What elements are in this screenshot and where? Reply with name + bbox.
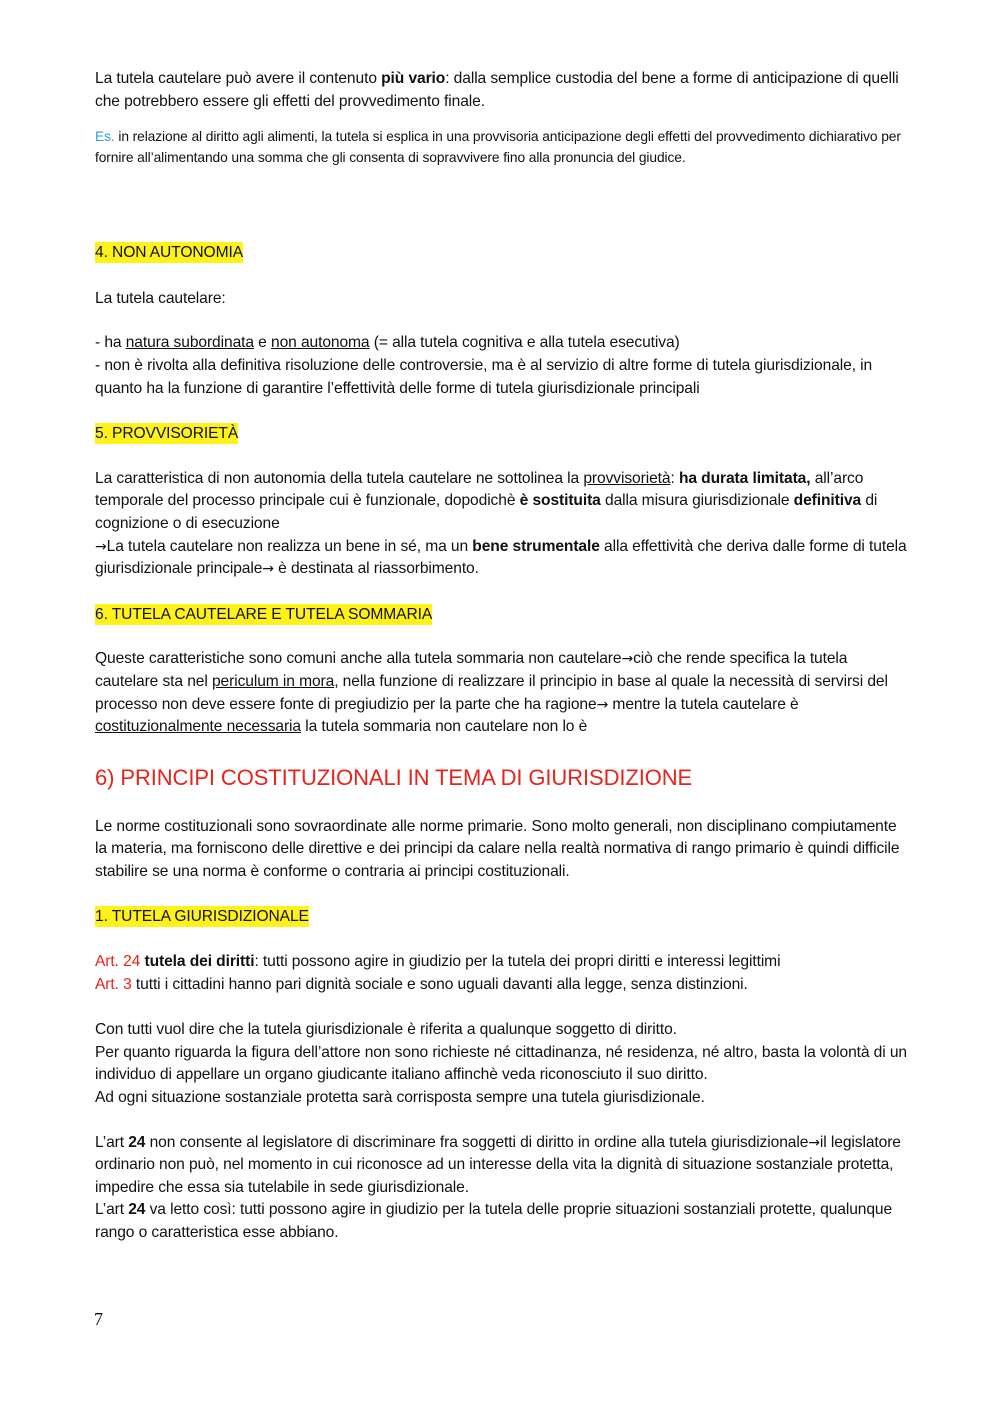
bold-text: definitiva xyxy=(793,492,862,510)
underlined-text: costituzionalmente necessaria xyxy=(95,718,301,736)
text: , nella funzione di realizzare il principio in base al quale la necessità di servirsi del processo non deve essere fonte di pregiudizio per la parte che ha ragione xyxy=(95,672,888,713)
highlighted-heading: 5. PROVVISORIETÀ xyxy=(95,425,239,443)
provvisorieta-paragraph-2 xyxy=(95,536,910,581)
text: L’art xyxy=(95,1201,129,1219)
highlighted-heading: 4. NON AUTONOMIA xyxy=(95,244,244,262)
bold-text: è sostituita xyxy=(519,492,601,510)
paragraph-line: Con tutti vuol dire che la tutela giurisdizionale è riferita a qualunque soggetto di diritto. xyxy=(95,1021,677,1039)
text: : tutti possono agire in giudizio per la tutela dei propri diritti e interessi legittimi xyxy=(254,953,781,971)
bold-text: più vario xyxy=(381,70,446,87)
intro-paragraph xyxy=(95,68,910,113)
text: ciò che rende specifica la tutela cautelare sta nel xyxy=(95,650,848,690)
text: L’art xyxy=(95,1133,129,1151)
list-item xyxy=(95,332,910,355)
highlighted-heading: 1. TUTELA GIURISDIZIONALE xyxy=(95,908,309,926)
underlined-text: periculum in mora xyxy=(211,672,335,690)
page-content xyxy=(95,68,910,1245)
paragraph-line: Ad ogni situazione sostanziale protetta sarà corrisposta sempre una tutela giurisdizionale. xyxy=(95,1089,705,1107)
section-heading-tutela-giurisdizionale xyxy=(95,906,910,929)
art-24-paragraph xyxy=(95,1132,910,1200)
bold-text: 24 xyxy=(128,1133,146,1151)
text: (= alla tutela cognitiva e alla tutela esecutiva) xyxy=(369,334,680,352)
text: alla effettività che deriva dalle forme di tutela giurisdizionale principale xyxy=(95,537,907,578)
provvisorieta-paragraph xyxy=(95,468,910,536)
bold-text: ha durata limitata, xyxy=(678,469,811,487)
paragraph-line: Per quanto riguarda la figura dell’attore non sono richieste né cittadinanza, né residenza, né altro, basta la volontà di un individuo di appellare un organo giudicante italiano affinchè veda riconosciuto il suo diritto. xyxy=(95,1043,907,1084)
text: la tutela sommaria non cautelare non lo è xyxy=(301,718,588,736)
text: all’arco temporale del processo principale cui è funzionale, dopodichè xyxy=(95,469,864,510)
bold-text: bene strumentale xyxy=(472,537,600,555)
arrow-right-icon: → xyxy=(808,1134,820,1151)
text: Queste caratteristiche sono comuni anche alla tutela sommaria non cautelare xyxy=(95,650,622,668)
example-paragraph xyxy=(95,126,910,168)
text: La caratteristica di non autonomia della tutela cautelare ne sottolinea la xyxy=(95,469,584,487)
underlined-text: provvisorietà xyxy=(583,469,671,487)
article-3-line xyxy=(95,974,910,997)
tutela-sommaria-paragraph xyxy=(95,648,910,738)
text: il legislatore ordinario non può, nel momento in cui riconosce ad un interesse della vita la dignità di situazione sostanziale protetta, impedire che essa sia tutelabile in sede giurisdizionale. xyxy=(95,1133,901,1196)
chapter-intro-paragraph: Le norme costituzionali sono sovraordinate alle norme primarie. Sono molto generali, non disciplinano compiutamente la materia, ma forniscono delle direttive e dei principi da calare nella realtà normativa di rango primario è quindi difficile stabilire se una norma è conforme o contraria ai principi costituzionali. xyxy=(95,817,900,880)
section-heading-non-autonomia xyxy=(95,242,910,265)
text: non consente al legislatore di discriminare fra soggetti di diritto in ordine alla tutela giurisdizionale xyxy=(145,1133,809,1151)
article-label: Art. 3 xyxy=(95,975,132,993)
text: mentre la tutela cautelare è xyxy=(608,695,799,713)
page-number: 7 xyxy=(94,1309,103,1329)
text: : dalla semplice custodia del bene a forme di anticipazione di quelli che potrebbero essere gli effetti del provvedimento finale. xyxy=(95,70,899,110)
text: e xyxy=(253,334,271,352)
bold-text: 24 xyxy=(128,1201,146,1219)
underlined-text: natura subordinata xyxy=(125,334,254,352)
text: : xyxy=(670,469,679,487)
arrow-right-icon: → xyxy=(95,538,107,555)
text: - ha xyxy=(95,334,126,352)
highlighted-heading: 6. TUTELA CAUTELARE E TUTELA SOMMARIA xyxy=(95,605,433,623)
text: in relazione al diritto agli alimenti, la tutela si esplica in una provvisoria anticipazione degli effetti del provvedimento dichiarativo per fornire all’alimentando una somma che gli consenta di sopravvivere fino alla pronuncia del giudice. xyxy=(95,129,901,166)
list-item: - non è rivolta alla definitiva risoluzione delle controversie, ma è al servizio di altre forme di tutela giurisdizionale, in quanto ha la funzione di garantire l’effettività delle forme di tutela giurisdizionale principali xyxy=(95,356,873,397)
chapter-title: 6) PRINCIPI COSTITUZIONALI IN TEMA DI GIURISDIZIONE xyxy=(95,764,693,790)
article-24-line xyxy=(95,951,910,974)
text: di cognizione o di esecuzione xyxy=(95,492,878,532)
section-heading-provvisorieta xyxy=(95,423,910,446)
art-24-reading-paragraph xyxy=(95,1199,910,1244)
bold-text: tutela dei diritti xyxy=(144,953,255,971)
text: va letto così: tutti possono agire in giudizio per la tutela delle proprie situazioni sostanziali protette, qualunque rango o caratteristica esse abbiano. xyxy=(95,1201,893,1241)
section-intro: La tutela cautelare: xyxy=(95,289,226,307)
arrow-right-icon: → xyxy=(596,696,609,713)
text: La tutela cautelare può avere il contenuto xyxy=(95,70,382,87)
text: tutti i cittadini hanno pari dignità sociale e sono uguali davanti alla legge, senza distinzioni. xyxy=(131,975,748,993)
text: La tutela cautelare non realizza un bene in sé, ma un xyxy=(106,537,473,555)
text: è destinata al riassorbimento. xyxy=(273,560,479,578)
arrow-right-icon: → xyxy=(262,561,274,578)
section-heading-tutela-sommaria xyxy=(95,604,910,627)
arrow-right-icon: → xyxy=(621,651,634,668)
article-label: Art. 24 xyxy=(95,953,141,971)
underlined-text: non autonoma xyxy=(271,334,370,352)
example-label: Es. xyxy=(95,129,115,145)
text: dalla misura giurisdizionale xyxy=(600,492,794,510)
